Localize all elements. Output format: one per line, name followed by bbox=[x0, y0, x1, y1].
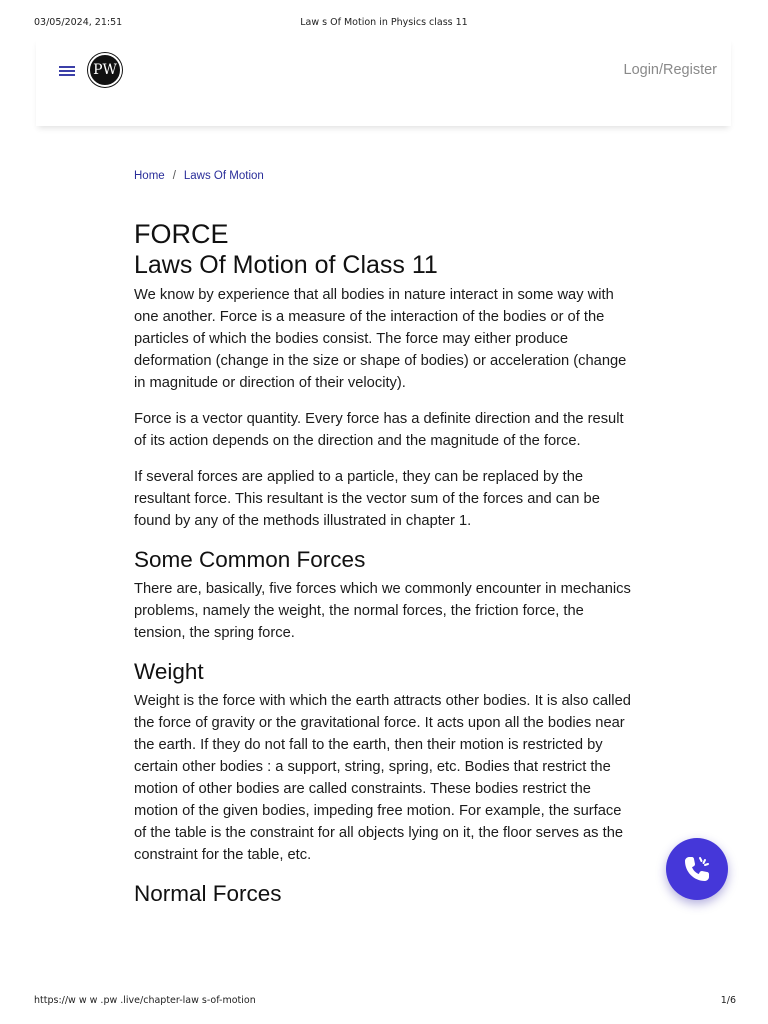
call-button[interactable] bbox=[666, 838, 728, 900]
section-heading-common-forces: Some Common Forces bbox=[134, 547, 366, 572]
article-content bbox=[134, 218, 636, 912]
page-subtitle: Laws Of Motion of Class 11 bbox=[134, 251, 438, 279]
print-page-number: 1/6 bbox=[720, 995, 736, 1006]
force-paragraph-1: We know by experience that all bodies in nature interact in some way with one another. Force is a measure of the interaction of the bodies or of the particles of which the bodies consist. The force may either produce deformation (change in the size or shape of bodies) or acceleration (change in magnitude or direction of their velocity). bbox=[134, 287, 627, 391]
print-url: https://w w w .pw .live/chapter-law s-of-motion bbox=[34, 995, 256, 1006]
breadcrumb-separator: / bbox=[172, 170, 176, 182]
login-register-button[interactable]: Login/Register bbox=[623, 62, 717, 78]
section-heading-normal-forces: Normal Forces bbox=[134, 881, 282, 906]
site-header bbox=[36, 38, 731, 126]
breadcrumb-home-link[interactable]: Home bbox=[134, 170, 165, 182]
force-paragraph-2: Force is a vector quantity. Every force has a definite direction and the result of its action depends on the direction and the magnitude of the force. bbox=[134, 411, 624, 449]
hamburger-menu-icon[interactable] bbox=[59, 64, 77, 78]
breadcrumb bbox=[134, 170, 264, 182]
print-header bbox=[0, 17, 768, 31]
weight-paragraph: Weight is the force with which the earth attracts other bodies. It is also called the force of gravity or the gravitational force. It acts upon all the bodies near the earth. If they do not fall to the earth, then their motion is restricted by certain other bodies : a support, string, spring, etc. Bodies that restrict the motion of other bodies are called constraints. These bodies restrict the motion of the given bodies, impeding free motion. For example, the surface of the table is the constraint for all objects lying on it, the floor serves as the constraint for the table, etc. bbox=[134, 693, 631, 863]
print-page-title: Law s Of Motion in Physics class 11 bbox=[300, 17, 468, 28]
breadcrumb-current-link[interactable]: Laws Of Motion bbox=[183, 170, 264, 182]
phone-call-icon bbox=[681, 853, 713, 885]
print-footer bbox=[0, 995, 768, 1009]
page-title: FORCE bbox=[134, 219, 229, 249]
print-datetime: 03/05/2024, 21:51 bbox=[34, 17, 123, 28]
section-heading-weight: Weight bbox=[134, 659, 204, 684]
force-paragraph-3: If several forces are applied to a particle, they can be replaced by the resultant force. This resultant is the vector sum of the forces and can be found by any of the methods illustrated in chapter 1. bbox=[134, 469, 600, 529]
common-forces-paragraph: There are, basically, five forces which we commonly encounter in mechanics problems, namely the weight, the normal forces, the friction force, the tension, the spring force. bbox=[134, 581, 631, 641]
pw-logo[interactable]: PW bbox=[88, 53, 122, 87]
